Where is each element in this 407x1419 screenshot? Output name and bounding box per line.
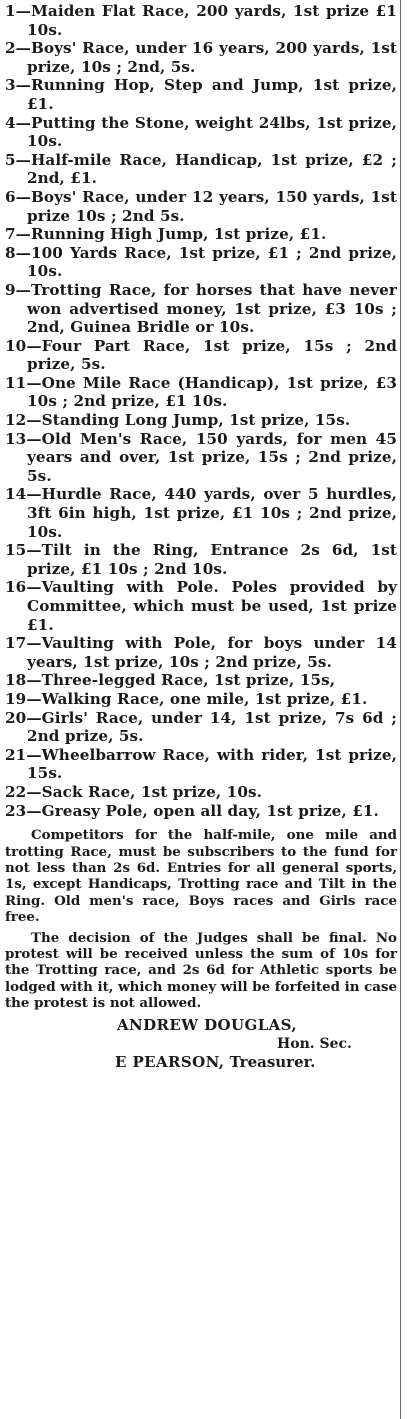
event-number: 10 bbox=[5, 336, 27, 355]
event-item: 19—Walking Race, one mile, 1st prize, £1. bbox=[5, 689, 368, 708]
notice-paragraph: The decision of the Judges shall be final. No protest will be received unless the sum of 10s for the Trotting race, and 2s 6d for Athletic sports be lodged with it, which money will be forfeited in case the protest is not allowed. bbox=[5, 929, 397, 1012]
event-number: 4 bbox=[5, 113, 16, 132]
event-number: 22 bbox=[5, 782, 27, 801]
event-number: 12 bbox=[5, 411, 27, 430]
event-item: 3—Running Hop, Step and Jump, 1st prize, £1. bbox=[5, 76, 397, 113]
event-number: 19 bbox=[5, 689, 27, 708]
event-number: 9 bbox=[5, 280, 16, 299]
event-item: 17—Vaulting with Pole, for boys under 14 years, 1st prize, 10s ; 2nd prize, 5s. bbox=[5, 634, 397, 671]
event-item: 12—Standing Long Jump, 1st prize, 15s. bbox=[5, 411, 351, 430]
event-text: Vaulting with Pole. Poles provided by Committee, which must be used, 1st prize £1. bbox=[27, 578, 397, 634]
event-number: 2 bbox=[5, 39, 16, 58]
event-item: 9—Trotting Race, for horses that have never won advertised money, 1st prize, £3 10s ; 2nd, Guinea Bridle or 10s. bbox=[5, 280, 397, 337]
event-number: 20 bbox=[5, 708, 27, 727]
event-number: 7 bbox=[5, 225, 16, 244]
event-item: 7—Running High Jump, 1st prize, £1. bbox=[5, 225, 327, 244]
event-text: Boys' Race, under 12 years, 150 yards, 1st prize 10s ; 2nd 5s. bbox=[27, 187, 397, 225]
event-item: 21—Wheelbarrow Race, with rider, 1st prize, 15s. bbox=[5, 745, 397, 783]
event-item: 20—Girls' Race, under 14, 1st prize, 7s 6d ; 2nd prize, 5s. bbox=[5, 708, 397, 746]
event-text: Maiden Flat Race, 200 yards, 1st prize £1 10s. bbox=[27, 2, 397, 39]
event-item: 11—One Mile Race (Handicap), 1st prize, £3 10s ; 2nd prize, £1 10s. bbox=[5, 373, 397, 411]
signature-block bbox=[5, 1016, 397, 1072]
event-item: 2—Boys' Race, under 16 years, 200 yards, 1st prize, 10s ; 2nd, 5s. bbox=[5, 39, 397, 76]
event-text: Three-legged Race, 1st prize, 15s, bbox=[41, 671, 336, 690]
sports-programme bbox=[5, 2, 397, 1072]
secretary-name: ANDREW DOUGLAS, bbox=[117, 1015, 297, 1034]
event-text: Vaulting with Pole, for boys under 14 years, 1st prize, 10s ; 2nd prize, 5s. bbox=[27, 634, 397, 671]
event-number: 5 bbox=[5, 150, 16, 169]
event-item: 22—Sack Race, 1st prize, 10s. bbox=[5, 782, 263, 801]
secretary-role: Hon. Sec. bbox=[277, 1035, 352, 1052]
event-text: Putting the Stone, weight 24lbs, 1st prize, 10s. bbox=[27, 113, 397, 151]
event-item: 6—Boys' Race, under 12 years, 150 yards, 1st prize 10s ; 2nd 5s. bbox=[5, 187, 397, 225]
event-text: Tilt in the Ring, Entrance 2s 6d, 1st prize, £1 10s ; 2nd 10s. bbox=[27, 541, 397, 578]
notice-paragraph: Competitors for the half-mile, one mile and trotting Race, must be subscribers to the fund for not less than 2s 6d. Entries for all general sports, 1s, except Handicaps, Trotting race and Tilt in the Ring. Old men's race, Boys races and Girls race free. bbox=[5, 827, 397, 926]
treasurer-name: E PEARSON, bbox=[115, 1052, 225, 1071]
event-text: Running Hop, Step and Jump, 1st prize, £1. bbox=[27, 76, 397, 113]
event-number: 11 bbox=[5, 373, 27, 392]
event-item: 10—Four Part Race, 1st prize, 15s ; 2nd prize, 5s. bbox=[5, 336, 397, 374]
event-text: Half-mile Race, Handicap, 1st prize, £2 ; 2nd, £1. bbox=[27, 150, 397, 188]
event-number: 21 bbox=[5, 745, 27, 764]
event-text: Standing Long Jump, 1st prize, 15s. bbox=[41, 411, 351, 430]
event-number: 15 bbox=[5, 541, 27, 560]
event-item: 8—100 Yards Race, 1st prize, £1 ; 2nd prize, 10s. bbox=[5, 243, 397, 281]
event-text: Greasy Pole, open all day, 1st prize, £1. bbox=[41, 801, 379, 820]
event-item: 14—Hurdle Race, 440 yards, over 5 hurdles, 3ft 6in high, 1st prize, £1 10s ; 2nd prize, 10s. bbox=[5, 485, 397, 541]
event-text: Wheelbarrow Race, with rider, 1st prize, 15s. bbox=[27, 745, 397, 783]
event-text: Old Men's Race, 150 yards, for men 45 years and over, 1st prize, 15s ; 2nd prize, 5s. bbox=[27, 429, 397, 485]
event-item: 4—Putting the Stone, weight 24lbs, 1st prize, 10s. bbox=[5, 113, 397, 151]
event-text: Girls' Race, under 14, 1st prize, 7s 6d ; 2nd prize, 5s. bbox=[27, 708, 397, 746]
treasurer-role: Treasurer. bbox=[229, 1052, 316, 1071]
event-text: Running High Jump, 1st prize, £1. bbox=[30, 225, 327, 244]
event-number: 1 bbox=[5, 2, 16, 20]
event-number: 13 bbox=[5, 429, 27, 448]
event-text: 100 Yards Race, 1st prize, £1 ; 2nd prize, 10s. bbox=[27, 243, 397, 281]
event-number: 6 bbox=[5, 187, 16, 206]
event-text: One Mile Race (Handicap), 1st prize, £3 10s ; 2nd prize, £1 10s. bbox=[27, 373, 397, 411]
event-number: 17 bbox=[5, 634, 27, 653]
treasurer-line bbox=[5, 1053, 397, 1072]
event-item: 15—Tilt in the Ring, Entrance 2s 6d, 1st prize, £1 10s ; 2nd 10s. bbox=[5, 541, 397, 578]
event-item: 16—Vaulting with Pole. Poles provided by Committee, which must be used, 1st prize £1. bbox=[5, 578, 397, 634]
event-number: 14 bbox=[5, 485, 27, 504]
event-number: 23 bbox=[5, 801, 27, 820]
event-item: 23—Greasy Pole, open all day, 1st prize, £1. bbox=[5, 801, 379, 820]
event-item: 5—Half-mile Race, Handicap, 1st prize, £2 ; 2nd, £1. bbox=[5, 150, 397, 188]
entry-conditions bbox=[5, 827, 397, 1011]
event-text: Walking Race, one mile, 1st prize, £1. bbox=[41, 689, 368, 708]
event-item: 13—Old Men's Race, 150 yards, for men 45 years and over, 1st prize, 15s ; 2nd prize, 5s. bbox=[5, 429, 397, 485]
event-item: 18—Three-legged Race, 1st prize, 15s, bbox=[5, 671, 336, 690]
event-text: Sack Race, 1st prize, 10s. bbox=[41, 782, 263, 801]
event-number: 18 bbox=[5, 671, 27, 690]
event-item: 1—Maiden Flat Race, 200 yards, 1st prize £1 10s. bbox=[5, 2, 397, 39]
column-rule bbox=[400, 0, 401, 1419]
event-text: Trotting Race, for horses that have never won advertised money, 1st prize, £3 10s ; 2nd, Guinea Bridle or 10s. bbox=[27, 280, 397, 337]
event-text: Boys' Race, under 16 years, 200 yards, 1st prize, 10s ; 2nd, 5s. bbox=[27, 39, 397, 76]
event-number: 3 bbox=[5, 76, 16, 95]
events-list bbox=[5, 2, 397, 820]
event-text: Four Part Race, 1st prize, 15s ; 2nd prize, 5s. bbox=[27, 336, 397, 374]
event-text: Hurdle Race, 440 yards, over 5 hurdles, 3ft 6in high, 1st prize, £1 10s ; 2nd prize, 10s. bbox=[27, 485, 397, 541]
event-number: 8 bbox=[5, 243, 16, 262]
event-number: 16 bbox=[5, 578, 27, 597]
